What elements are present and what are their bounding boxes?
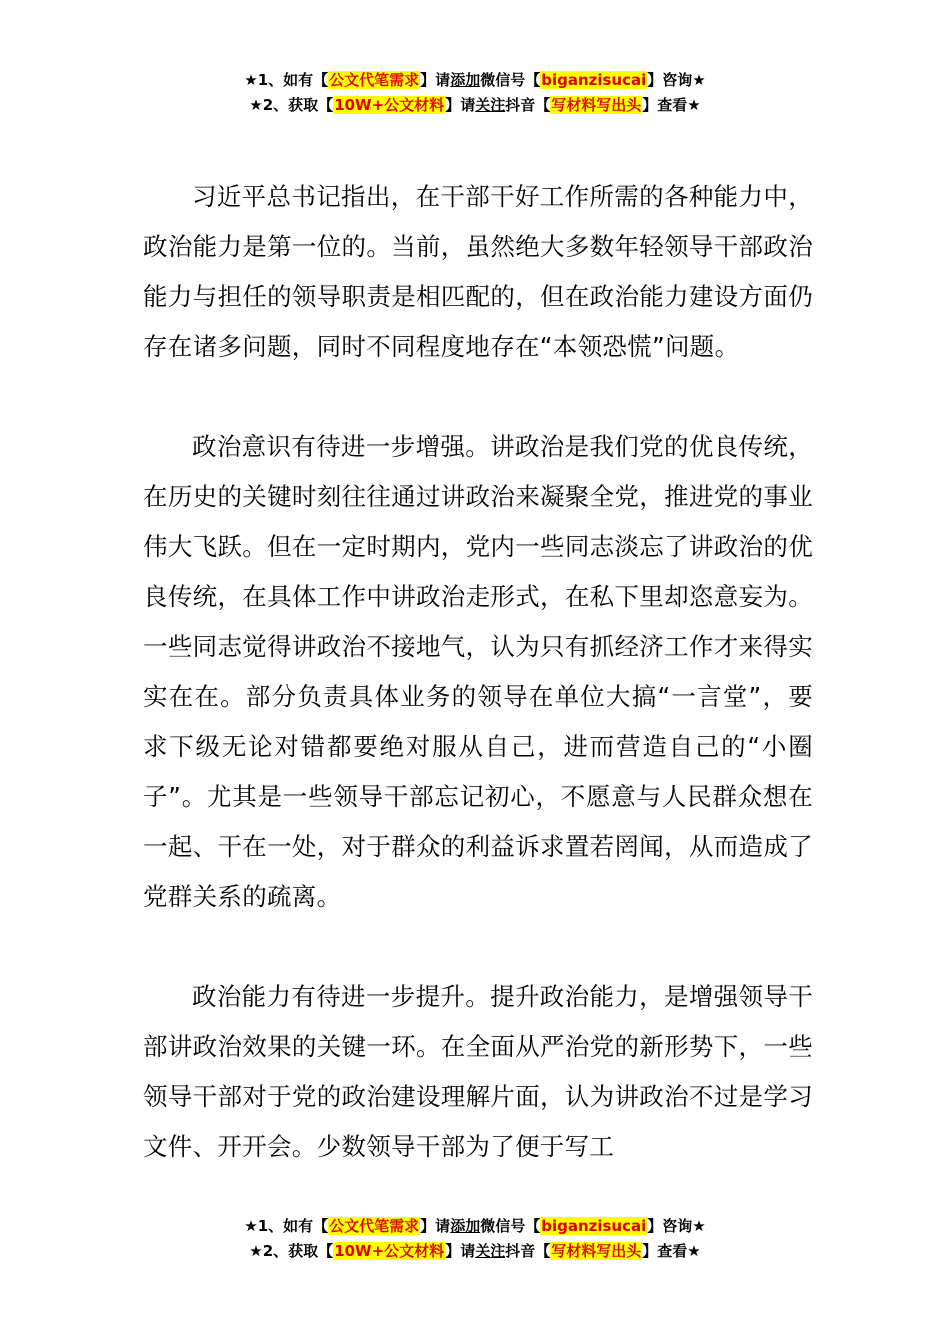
banner-highlight-douyin: 写材料写出头 (551, 1242, 642, 1260)
banner-line-1 (0, 68, 950, 93)
banner-underline: 添加 (450, 1217, 481, 1235)
banner-text: 微信号【 (480, 1217, 541, 1235)
banner-line-2 (0, 1239, 950, 1264)
banner-highlight: 10W+公文材料 (334, 96, 445, 114)
paragraph-intro: 习近平总书记指出，在干部干好工作所需的各种能力中，政治能力是第一位的。当前，虽然绝大多数年轻领导干部政治能力与担任的领导职责是相匹配的，但在政治能力建设方面仍存在诸多问题，同时不同程度地存在“本领恐慌”问题。 (143, 182, 813, 361)
banner-underline: 添加 (450, 71, 481, 89)
header-banner (0, 68, 950, 118)
banner-highlight-douyin: 写材料写出头 (551, 96, 642, 114)
banner-highlight-wechat: biganzisucai (541, 1217, 647, 1235)
banner-line-2 (0, 93, 950, 118)
banner-text: 】咨询★ (647, 1217, 706, 1235)
banner-text: ★1、如有【 (244, 1217, 329, 1235)
banner-highlight: 公文代笔需求 (329, 71, 420, 89)
document-body (143, 172, 813, 1172)
banner-text: ★2、获取【 (249, 1242, 334, 1260)
banner-highlight: 公文代笔需求 (329, 1217, 420, 1235)
banner-text: 】请 (445, 96, 476, 114)
paragraph-political-ability: 政治能力有待进一步提升。提升政治能力，是增强领导干部讲政治效果的关键一环。在全面从严治党的新形势下，一些领导干部对于党的政治建设理解片面，认为讲政治不过是学习文件、开开会。少数领导干部为了便于写工 (143, 982, 813, 1161)
banner-text: ★2、获取【 (249, 96, 334, 114)
banner-text: 】请 (420, 1217, 451, 1235)
banner-underline: 关注 (475, 96, 506, 114)
banner-text: 】请 (420, 71, 451, 89)
paragraph-political-awareness: 政治意识有待进一步增强。讲政治是我们党的优良传统，在历史的关键时刻往往通过讲政治来凝聚全党，推进党的事业伟大飞跃。但在一定时期内，党内一些同志淡忘了讲政治的优良传统，在具体工作中讲政治走形式，在私下里却恣意妄为。一些同志觉得讲政治不接地气，认为只有抓经济工作才来得实实在在。部分负责具体业务的领导在单位大搞“一言堂”，要求下级无论对错都要绝对服从自己，进而营造自己的“小圈子”。尤其是一些领导干部忘记初心，不愿意与人民群众想在一起、干在一处，对于群众的利益诉求置若罔闻，从而造成了党群关系的疏离。 (143, 432, 813, 911)
banner-text: 】咨询★ (647, 71, 706, 89)
banner-highlight: 10W+公文材料 (334, 1242, 445, 1260)
banner-text: ★1、如有【 (244, 71, 329, 89)
banner-text: 】请 (445, 1242, 476, 1260)
banner-text: 】查看★ (642, 96, 701, 114)
banner-text: 抖音【 (505, 1242, 551, 1260)
banner-text: 】查看★ (642, 1242, 701, 1260)
banner-text: 微信号【 (480, 71, 541, 89)
banner-text: 抖音【 (505, 96, 551, 114)
banner-highlight-wechat: biganzisucai (541, 71, 647, 89)
footer-banner (0, 1214, 950, 1264)
banner-underline: 关注 (475, 1242, 506, 1260)
banner-line-1 (0, 1214, 950, 1239)
